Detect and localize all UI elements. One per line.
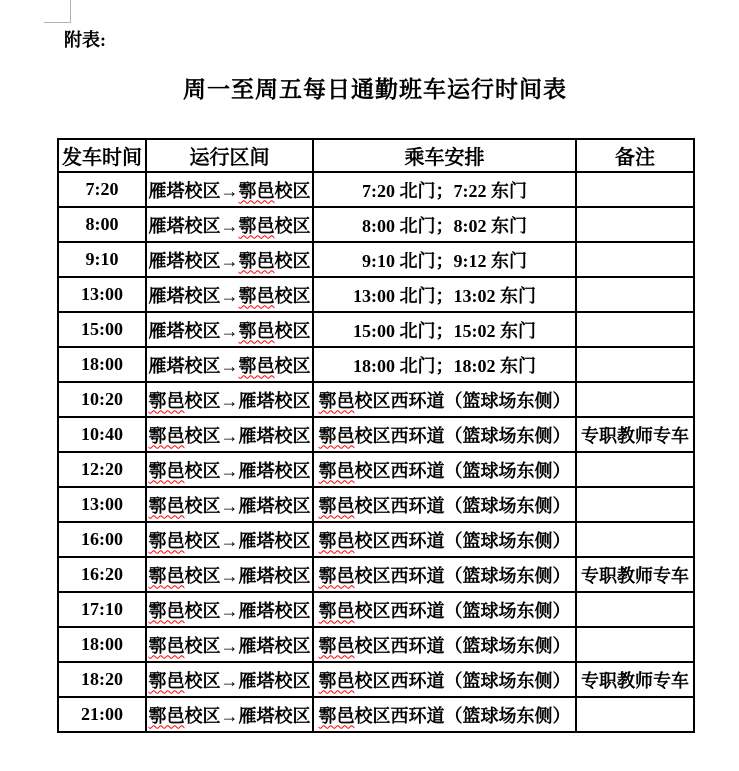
boarding-cell: 9:10 北门；9:12 东门 (313, 242, 576, 277)
table-body (58, 172, 694, 732)
time-cell: 16:20 (58, 557, 146, 592)
time-cell: 13:00 (58, 487, 146, 522)
time-cell: 10:40 (58, 417, 146, 452)
boarding-cell: 7:20 北门；7:22 东门 (313, 172, 576, 207)
route-cell: 鄠邑校区→雁塔校区 (146, 592, 313, 627)
boarding-cell: 鄠邑校区西环道（篮球场东侧） (313, 662, 576, 697)
table-row (58, 662, 694, 697)
table-row (58, 522, 694, 557)
page-title: 周一至周五每日通勤班车运行时间表 (183, 77, 567, 102)
route-cell: 鄠邑校区→雁塔校区 (146, 417, 313, 452)
note-cell (576, 312, 694, 347)
column-header-departure-time: 发车时间 (58, 139, 146, 172)
table-row (58, 382, 694, 417)
table-row (58, 172, 694, 207)
time-cell: 16:00 (58, 522, 146, 557)
time-cell: 17:10 (58, 592, 146, 627)
route-cell: 鄠邑校区→雁塔校区 (146, 522, 313, 557)
note-cell (576, 487, 694, 522)
time-cell: 18:00 (58, 347, 146, 382)
route-cell: 雁塔校区→鄠邑校区 (146, 207, 313, 242)
boarding-cell: 鄠邑校区西环道（篮球场东侧） (313, 487, 576, 522)
column-header-route: 运行区间 (146, 139, 313, 172)
note-cell: 专职教师专车 (576, 417, 694, 452)
time-cell: 10:20 (58, 382, 146, 417)
route-cell: 雁塔校区→鄠邑校区 (146, 312, 313, 347)
time-cell: 18:00 (58, 627, 146, 662)
header-row (58, 139, 694, 172)
note-cell (576, 522, 694, 557)
note-cell (576, 172, 694, 207)
table-row (58, 452, 694, 487)
boarding-cell: 鄠邑校区西环道（篮球场东侧） (313, 557, 576, 592)
note-cell (576, 627, 694, 662)
note-cell (576, 452, 694, 487)
route-cell: 鄠邑校区→雁塔校区 (146, 627, 313, 662)
table-row (58, 277, 694, 312)
table-row (58, 487, 694, 522)
table-row (58, 242, 694, 277)
route-cell: 鄠邑校区→雁塔校区 (146, 697, 313, 732)
note-cell (576, 207, 694, 242)
route-cell: 雁塔校区→鄠邑校区 (146, 277, 313, 312)
boarding-cell: 8:00 北门；8:02 东门 (313, 207, 576, 242)
time-cell: 8:00 (58, 207, 146, 242)
bus-schedule-table (57, 138, 695, 733)
note-cell (576, 697, 694, 732)
note-cell (576, 382, 694, 417)
time-cell: 13:00 (58, 277, 146, 312)
boarding-cell: 鄠邑校区西环道（篮球场东侧） (313, 417, 576, 452)
boarding-cell: 鄠邑校区西环道（篮球场东侧） (313, 522, 576, 557)
table-row (58, 417, 694, 452)
route-cell: 鄠邑校区→雁塔校区 (146, 557, 313, 592)
table-row (58, 347, 694, 382)
table-row (58, 312, 694, 347)
note-cell (576, 242, 694, 277)
route-cell: 鄠邑校区→雁塔校区 (146, 487, 313, 522)
time-cell: 18:20 (58, 662, 146, 697)
boarding-cell: 18:00 北门；18:02 东门 (313, 347, 576, 382)
time-cell: 12:20 (58, 452, 146, 487)
note-cell (576, 347, 694, 382)
note-cell: 专职教师专车 (576, 557, 694, 592)
boarding-cell: 13:00 北门；13:02 东门 (313, 277, 576, 312)
boarding-cell: 鄠邑校区西环道（篮球场东侧） (313, 627, 576, 662)
route-cell: 雁塔校区→鄠邑校区 (146, 172, 313, 207)
table-row (58, 557, 694, 592)
page-margin-mark-horizontal (44, 22, 71, 23)
table-row (58, 207, 694, 242)
route-cell: 鄠邑校区→雁塔校区 (146, 452, 313, 487)
time-cell: 21:00 (58, 697, 146, 732)
column-header-note: 备注 (576, 139, 694, 172)
note-cell: 专职教师专车 (576, 662, 694, 697)
boarding-cell: 鄠邑校区西环道（篮球场东侧） (313, 382, 576, 417)
appendix-label: 附表: (64, 30, 106, 50)
route-cell: 鄠邑校区→雁塔校区 (146, 662, 313, 697)
route-cell: 雁塔校区→鄠邑校区 (146, 347, 313, 382)
page-margin-mark-vertical (70, 0, 71, 23)
boarding-cell: 鄠邑校区西环道（篮球场东侧） (313, 697, 576, 732)
note-cell (576, 277, 694, 312)
table-row (58, 592, 694, 627)
route-cell: 鄠邑校区→雁塔校区 (146, 382, 313, 417)
table-row (58, 697, 694, 732)
table-row (58, 627, 694, 662)
time-cell: 9:10 (58, 242, 146, 277)
boarding-cell: 鄠邑校区西环道（篮球场东侧） (313, 592, 576, 627)
time-cell: 15:00 (58, 312, 146, 347)
boarding-cell: 15:00 北门；15:02 东门 (313, 312, 576, 347)
route-cell: 雁塔校区→鄠邑校区 (146, 242, 313, 277)
time-cell: 7:20 (58, 172, 146, 207)
note-cell (576, 592, 694, 627)
boarding-cell: 鄠邑校区西环道（篮球场东侧） (313, 452, 576, 487)
column-header-boarding: 乘车安排 (313, 139, 576, 172)
